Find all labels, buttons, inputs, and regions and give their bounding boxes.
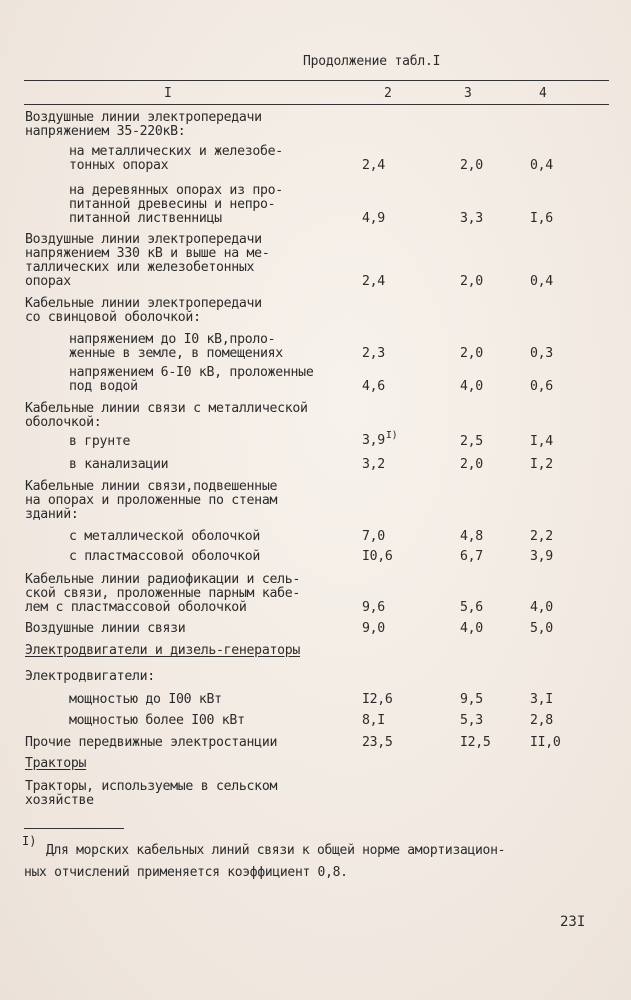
cell-col-4: 4,0	[530, 600, 553, 615]
table-row	[0, 780, 631, 808]
row-label: Кабельные линии радиофикации и сель- ской связи, проложенные парным кабе- лем с пластмассовой оболочкой	[25, 572, 301, 615]
cell-col-4: 0,3	[530, 346, 553, 361]
row-label: напряжением до I0 кВ,проло- женные в земле, в помещениях	[69, 332, 283, 361]
footnote-mark: I)	[22, 834, 37, 848]
page-number: 23I	[560, 914, 586, 930]
table-row	[0, 480, 631, 522]
table-row	[0, 458, 631, 472]
cell-col-2: 3,2	[362, 457, 385, 472]
row-label: с металлической оболочкой	[69, 529, 260, 544]
continuation-caption: Продолжение табл.I	[303, 54, 441, 69]
cell-col-3: 3,3	[460, 211, 483, 226]
section-heading: Кабельные линии связи,подвешенные на опорах и проложенные по стенам зданий:	[25, 479, 278, 522]
cell-col-2: 4,6	[362, 379, 385, 394]
cell-col-2: 8,I	[362, 713, 385, 728]
table-row	[0, 145, 631, 173]
cell-col-3: 5,6	[460, 600, 483, 615]
cell-col-3: 2,0	[460, 158, 483, 173]
table-row	[0, 736, 631, 750]
table-row	[0, 622, 631, 636]
table-row	[0, 233, 631, 289]
cell-col-4: II,0	[530, 735, 561, 750]
table-row	[0, 111, 631, 139]
row-label: на металлических и железобе- тонных опорах	[69, 144, 283, 173]
cell-col-3: 2,0	[460, 346, 483, 361]
cell-col-3: 2,0	[460, 274, 483, 289]
cell-col-3: 2,0	[460, 457, 483, 472]
cell-col-4: I,4	[530, 434, 553, 449]
section-heading: Электродвигатели и дизель-генераторы	[25, 643, 301, 658]
cell-col-3: 4,0	[460, 621, 483, 636]
cell-col-4: 0,4	[530, 158, 553, 173]
cell-col-2: 4,9	[362, 211, 385, 226]
header-col-4: 4	[539, 86, 547, 101]
table-row	[0, 670, 631, 684]
footnote-rule	[24, 828, 124, 829]
header-rule	[24, 104, 609, 105]
cell-col-2: 9,0	[362, 621, 385, 636]
cell-col-4: 0,6	[530, 379, 553, 394]
header-col-2: 2	[384, 86, 392, 101]
cell-col-3: I2,5	[460, 735, 491, 750]
table-row	[0, 714, 631, 728]
cell-col-3: 4,0	[460, 379, 483, 394]
table-row	[0, 550, 631, 564]
cell-col-2: 9,6	[362, 600, 385, 615]
cell-col-2: 2,3	[362, 346, 385, 361]
row-label: мощностью более I00 кВт	[69, 713, 245, 728]
footnote-reference: I)	[385, 430, 398, 441]
row-label: в грунте	[69, 434, 131, 449]
table-row	[0, 644, 631, 658]
table-row	[0, 333, 631, 361]
table-row	[0, 757, 631, 771]
cell-col-2: 7,0	[362, 529, 385, 544]
cell-value: 3,9	[362, 433, 385, 448]
section-heading: Электродвигатели:	[25, 669, 155, 684]
cell-col-2: I0,6	[362, 549, 393, 564]
cell-col-3: 4,8	[460, 529, 483, 544]
header-col-1: I	[164, 86, 172, 101]
table-row	[0, 573, 631, 615]
row-label: с пластмассовой оболочкой	[69, 549, 260, 564]
cell-col-2	[362, 430, 398, 449]
row-label: Прочие передвижные электростанции	[25, 735, 278, 750]
row-label: Тракторы, используемые в сельском хозяйстве	[25, 779, 278, 808]
header-col-3: 3	[464, 86, 472, 101]
cell-col-2: 23,5	[362, 735, 393, 750]
cell-col-4: I,6	[530, 211, 553, 226]
row-label: Воздушные линии электропередачи напряжением 330 кВ и выше на ме- таллических или железобетонных опорах	[25, 232, 270, 289]
cell-col-4: 3,9	[530, 549, 553, 564]
section-heading: Воздушные линии электропередачи напряжением 35-220кВ:	[25, 110, 262, 139]
cell-col-4: I,2	[530, 457, 553, 472]
cell-col-4: 2,2	[530, 529, 553, 544]
cell-col-4: 3,I	[530, 692, 553, 707]
table-row	[0, 430, 631, 449]
table-row	[0, 530, 631, 544]
row-label: в канализации	[69, 457, 169, 472]
cell-col-4: 2,8	[530, 713, 553, 728]
table-row	[0, 184, 631, 226]
cell-col-4: 0,4	[530, 274, 553, 289]
row-label: на деревянных опорах из про- питанной древесины и непро- питанной лиственницы	[69, 183, 283, 226]
cell-col-3: 9,5	[460, 692, 483, 707]
cell-col-3: 2,5	[460, 434, 483, 449]
table-row	[0, 297, 631, 325]
footnote-text: Для морских кабельных линий связи к общей норме амортизацион- ных отчислений применяется коэффициент 0,8.	[24, 843, 506, 880]
table-row	[0, 693, 631, 707]
cell-col-2: I2,6	[362, 692, 393, 707]
cell-col-2: 2,4	[362, 274, 385, 289]
table-top-rule	[24, 80, 609, 81]
row-label: Воздушные линии связи	[25, 621, 186, 636]
row-label: напряжением 6-I0 кВ, проложенные под водой	[69, 365, 314, 394]
section-heading: Кабельные линии связи с металлической оболочкой:	[25, 401, 308, 430]
cell-col-3: 5,3	[460, 713, 483, 728]
row-label: мощностью до I00 кВт	[69, 692, 222, 707]
cell-col-4: 5,0	[530, 621, 553, 636]
section-heading: Кабельные линии электропередачи со свинцовой оболочкой:	[25, 296, 262, 325]
cell-col-3: 6,7	[460, 549, 483, 564]
table-row	[0, 366, 631, 394]
table-row	[0, 402, 631, 430]
section-heading: Тракторы	[25, 756, 87, 771]
cell-col-2: 2,4	[362, 158, 385, 173]
